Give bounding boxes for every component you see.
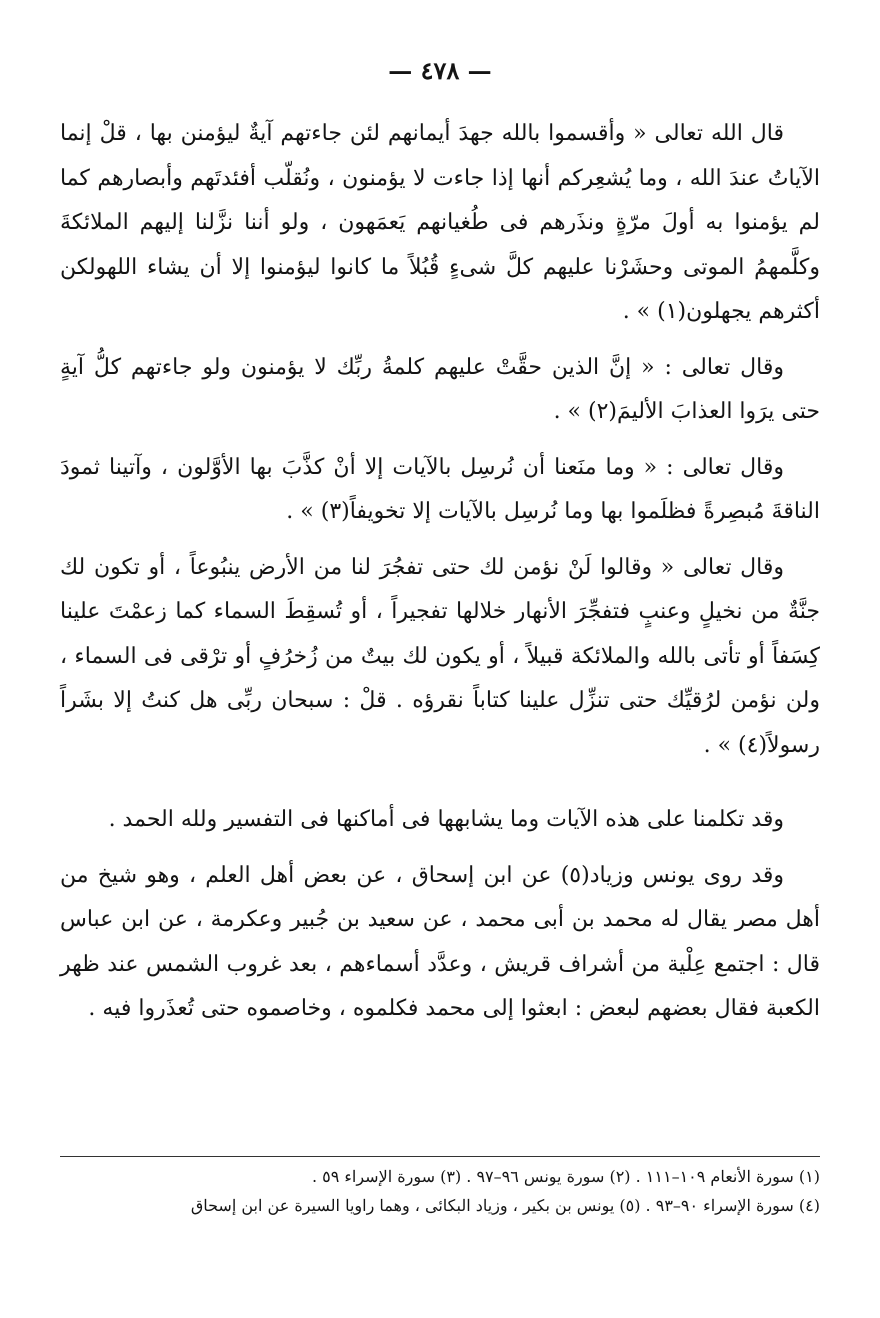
- footnote-line-1: (١) سورة الأنعام ١٠٩–١١١ . (٢) سورة يونس ٩٦–٩٧ . (٣) سورة الإسراء ٥٩ .: [311, 1167, 820, 1186]
- footnotes: [60, 1162, 820, 1220]
- paragraph-quote-3: وقال تعالى : « وما منَعنا أن نُرسِل بالآيات إلا أنْ كذَّبَ بها الأوَّلون ، وآتينا ثمودَ الناقةَ مُبصِرةً فظلَموا بها وما نُرسِل بالآيات إلا تخويفاً(٣) » .: [60, 454, 820, 524]
- paragraph-quote-4: وقال تعالى « وقالوا لَنْ نؤمن لك حتى تفجُرَ لنا من الأرض ينبُوعاً ، أو تكون لك جنَّةٌ من نخيلٍ وعنبٍ فتفجِّرَ الأنهار خلالها تفجيراً ، أو تُسقِطَ السماء كما زعمْتَ علينا كِسَفاً أو تأتى بالله والملائكة قبيلاً ، أو يكون لك بيتٌ من زُخرُفٍ أو ترْقى فى السماء ، ولن نؤمن لرُقيِّك حتى تنزِّل علينا كتاباً نقرؤه . قلْ : سبحان ربِّى هل كنتُ إلا بشَراً رسولاً(٤) » .: [60, 554, 820, 758]
- paragraph-quote-2: وقال تعالى : « إنَّ الذين حقَّتْ عليهم كلمةُ ربِّك لا يؤمنون ولو جاءتهم كلُّ آيةٍ حتى يرَوا العذابَ الأليمَ(٢) » .: [60, 354, 820, 424]
- paragraph-quote-1: قال الله تعالى « وأقسموا بالله جهدَ أيمانهم لئن جاءتهم آيةٌ ليؤمنن بها ، قلْ إنما الآياتُ عندَ الله ، وما يُشعِركم أنها إذا جاءت لا يؤمنون ، ونُقلّب أفئدتَهم وأبصارهم كما لم يؤمنوا به أولَ مرّةٍ ونذَرهم فى طُغيانهم يَعمَهون ، ولو أننا نزَّلنا إليهم الملائكةَ وكلَّمهمُ الموتى وحشَرْنا عليهم كلَّ شىءٍ قُبُلاً ما كانوا ليؤمنوا إلا أن يشاء اللهولكن أكثرهم يجهلون(١) » .: [60, 121, 820, 324]
- footnote-divider: [60, 1156, 820, 1157]
- page-number: — ٤٧٨ —: [388, 56, 492, 85]
- body-text: [60, 112, 820, 1043]
- paragraph-narration: وقد روى يونس وزياد(٥) عن ابن إسحاق ، عن بعض أهل العلم ، وهو شيخ من أهل مصر يقال له محمد بن أبى محمد ، عن سعيد بن جُبير وعكرمة ، عن ابن عباس قال : اجتمع عِلْية من أشراف قريش ، وعدَّد أسماءهم ، بعد غروب الشمس عند ظهر الكعبة فقال بعضهم لبعض : ابعثوا إلى محمد فكلموه ، وخاصموه حتى تُعذَروا فيه .: [60, 862, 820, 1021]
- footnote-line-2: (٤) سورة الإسراء ٩٠–٩٣ . (٥) يونس بن بكير ، وزياد البكائى ، وهما راويا السيرة عن ابن إسحاق: [190, 1196, 820, 1215]
- paragraph-commentary: وقد تكلمنا على هذه الآيات وما يشابهها فى أماكنها فى التفسير ولله الحمد .: [108, 807, 784, 832]
